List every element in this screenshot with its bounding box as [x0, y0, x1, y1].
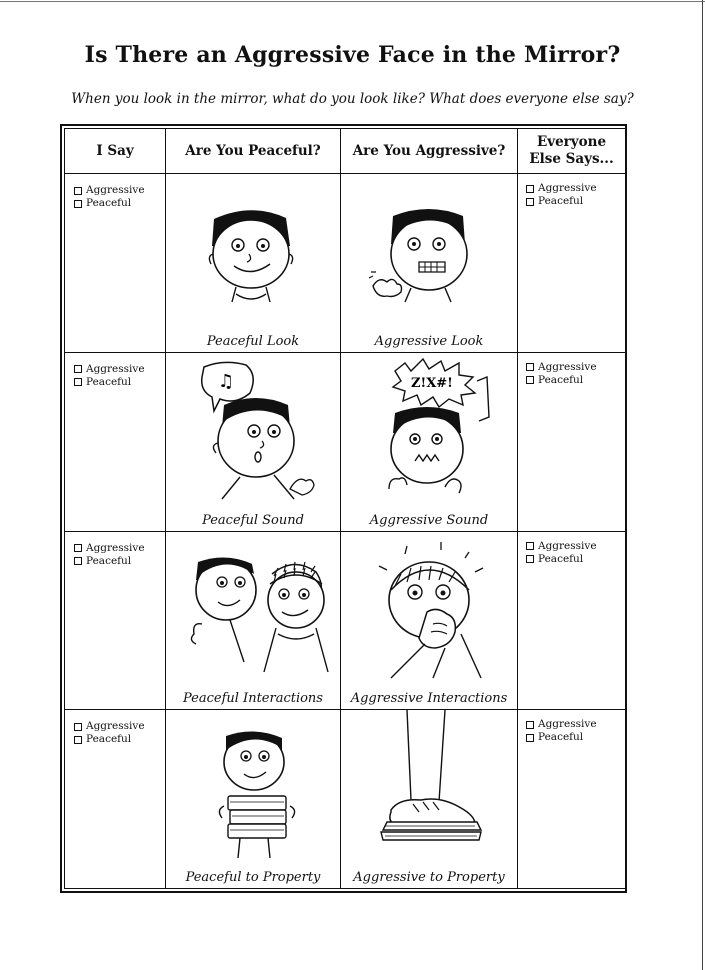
- checkbox-aggressive[interactable]: Aggressive: [526, 718, 625, 731]
- checkbox-aggressive[interactable]: Aggressive: [526, 182, 625, 195]
- caption-aggressive-interactions: Aggressive Interactions: [350, 691, 508, 707]
- checkbox-box[interactable]: [74, 723, 82, 731]
- i-say-checkboxes: [65, 352, 166, 531]
- table-row: [65, 352, 626, 531]
- checkbox-box[interactable]: [74, 557, 82, 565]
- peaceful-interactions-illustration: [166, 532, 339, 692]
- caption-peaceful-to-property: Peaceful to Property: [185, 870, 321, 885]
- checkbox-box[interactable]: [526, 198, 534, 206]
- aggressive-sound-illustration: [341, 353, 514, 513]
- aggressive-look-illustration: [341, 174, 514, 334]
- worksheet-subtitle: When you look in the mirror, what do you look like? What does everyone else say?: [71, 91, 634, 107]
- checkbox-aggressive[interactable]: Aggressive: [74, 363, 165, 376]
- everyone-checkboxes: [518, 710, 626, 889]
- checkbox-box[interactable]: [74, 200, 82, 208]
- checkbox-box[interactable]: [74, 187, 82, 195]
- i-say-checkboxes: [65, 531, 166, 710]
- peaceful-to-property-cell: [166, 710, 341, 889]
- aggressive-to-property-illustration: [341, 710, 514, 870]
- checkbox-peaceful[interactable]: Peaceful: [74, 197, 165, 210]
- aggressive-look-cell: [341, 174, 518, 353]
- peaceful-sound-cell: [166, 352, 341, 531]
- shout-text: Z!X#!: [411, 375, 453, 391]
- i-say-checkboxes: [65, 710, 166, 889]
- worksheet-table-frame: [60, 124, 627, 893]
- header-are-you-aggressive: Are You Aggressive?: [341, 129, 518, 174]
- caption-peaceful-interactions: Peaceful Interactions: [183, 691, 323, 707]
- music-note-icon: ♫: [218, 370, 235, 392]
- checkbox-box[interactable]: [526, 376, 534, 384]
- header-are-you-peaceful: Are You Peaceful?: [166, 129, 341, 174]
- checkbox-box[interactable]: [526, 721, 534, 729]
- checkbox-box[interactable]: [526, 555, 534, 563]
- table-row: [65, 174, 626, 353]
- worksheet-title: Is There an Aggressive Face in the Mirror?: [84, 42, 621, 68]
- header-i-say: I Say: [65, 129, 166, 174]
- worksheet-table: [64, 128, 626, 889]
- page-edge-top: [0, 1, 705, 2]
- everyone-checkboxes: [518, 174, 626, 353]
- caption-aggressive-look: Aggressive Look: [374, 333, 484, 349]
- page-edge-right: [702, 0, 703, 970]
- everyone-checkboxes: [518, 352, 626, 531]
- peaceful-look-illustration: [166, 174, 339, 334]
- aggressive-interactions-cell: [341, 531, 518, 710]
- checkbox-peaceful[interactable]: Peaceful: [74, 733, 165, 746]
- checkbox-peaceful[interactable]: Peaceful: [526, 374, 625, 387]
- table-row: [65, 710, 626, 889]
- checkbox-peaceful[interactable]: Peaceful: [526, 195, 625, 208]
- aggressive-to-property-cell: [341, 710, 518, 889]
- checkbox-aggressive[interactable]: Aggressive: [526, 540, 625, 553]
- checkbox-peaceful[interactable]: Peaceful: [526, 731, 625, 744]
- checkbox-aggressive[interactable]: Aggressive: [74, 184, 165, 197]
- checkbox-aggressive[interactable]: Aggressive: [74, 542, 165, 555]
- checkbox-peaceful[interactable]: Peaceful: [74, 376, 165, 389]
- peaceful-look-cell: [166, 174, 341, 353]
- table-row: [65, 531, 626, 710]
- checkbox-aggressive[interactable]: Aggressive: [526, 361, 625, 374]
- checkbox-box[interactable]: [74, 544, 82, 552]
- caption-peaceful-look: Peaceful Look: [206, 333, 300, 349]
- checkbox-box[interactable]: [526, 542, 534, 550]
- checkbox-box[interactable]: [526, 734, 534, 742]
- checkbox-aggressive[interactable]: Aggressive: [74, 720, 165, 733]
- peaceful-interactions-cell: [166, 531, 341, 710]
- everyone-checkboxes: [518, 531, 626, 710]
- checkbox-box[interactable]: [74, 378, 82, 386]
- checkbox-box[interactable]: [526, 185, 534, 193]
- header-everyone-else-says: Everyone Else Says...: [518, 129, 626, 174]
- checkbox-box[interactable]: [74, 736, 82, 744]
- checkbox-box[interactable]: [526, 363, 534, 371]
- caption-peaceful-sound: Peaceful Sound: [202, 512, 304, 528]
- peaceful-sound-illustration: [166, 353, 339, 513]
- caption-aggressive-sound: Aggressive Sound: [369, 512, 489, 528]
- aggressive-sound-cell: [341, 352, 518, 531]
- peaceful-to-property-illustration: [166, 710, 339, 870]
- checkbox-peaceful[interactable]: Peaceful: [74, 555, 165, 568]
- i-say-checkboxes: [65, 174, 166, 353]
- aggressive-interactions-illustration: [341, 532, 514, 692]
- checkbox-peaceful[interactable]: Peaceful: [526, 553, 625, 566]
- checkbox-box[interactable]: [74, 365, 82, 373]
- caption-aggressive-to-property: Aggressive to Property: [353, 870, 505, 885]
- header-row: [65, 129, 626, 174]
